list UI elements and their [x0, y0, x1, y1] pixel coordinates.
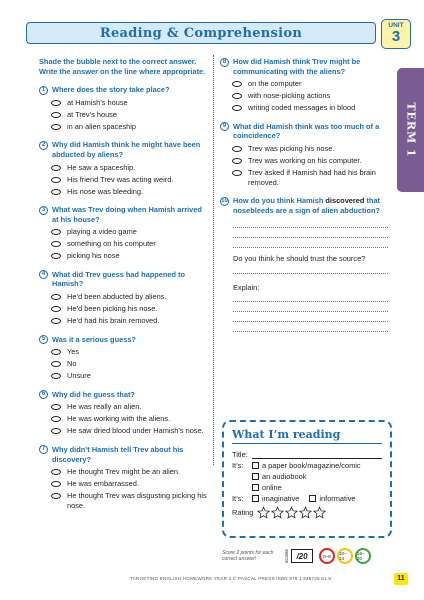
- answer-bubble[interactable]: [51, 349, 61, 355]
- question-text: Why did Hamish think he might have been abducted by aliens?: [52, 140, 201, 159]
- score-label: SCORE: [284, 548, 289, 564]
- answer-line[interactable]: [233, 218, 388, 228]
- answer-option[interactable]: [51, 110, 207, 120]
- answer-bubble[interactable]: [51, 112, 61, 118]
- answer-line[interactable]: [233, 238, 388, 248]
- page-title: Reading & Comprehension: [99, 25, 303, 41]
- paper-book-checkbox[interactable]: [252, 462, 259, 469]
- option-label: No: [67, 359, 77, 369]
- question-number: 8: [220, 58, 229, 67]
- question-number: 9: [220, 122, 229, 131]
- answer-option[interactable]: [51, 187, 207, 197]
- answer-bubble[interactable]: [51, 253, 61, 259]
- rating-star-icon[interactable]: [313, 506, 326, 519]
- answer-option[interactable]: [51, 98, 207, 108]
- imaginative-checkbox[interactable]: [252, 495, 259, 502]
- answer-option[interactable]: [51, 414, 207, 424]
- answer-option[interactable]: [51, 347, 207, 357]
- question-7: [39, 445, 207, 510]
- answer-line[interactable]: [233, 228, 388, 238]
- right-question-list: [220, 57, 388, 187]
- page-title-bar: [26, 22, 376, 44]
- answer-bubble[interactable]: [51, 294, 61, 300]
- option-label: He’d had his brain removed.: [67, 316, 160, 325]
- answer-line[interactable]: [233, 322, 388, 332]
- reading-log-box: [222, 420, 392, 538]
- question-text: Why did he guess that?: [52, 389, 135, 399]
- answer-bubble[interactable]: [232, 146, 242, 152]
- question-text: What did Hamish think was too much of a coincidence?: [233, 121, 380, 141]
- its-label: It’s:: [232, 461, 244, 470]
- question-6: [39, 390, 207, 436]
- answer-bubble[interactable]: [51, 318, 61, 324]
- answer-option[interactable]: [232, 91, 388, 101]
- answer-bubble[interactable]: [232, 170, 242, 176]
- answer-option[interactable]: [51, 426, 207, 436]
- question-2: [39, 140, 207, 196]
- answer-option[interactable]: [51, 304, 207, 314]
- answer-option[interactable]: [51, 227, 207, 237]
- option-label: at Trev’s house: [67, 109, 117, 119]
- title-field[interactable]: [252, 451, 382, 459]
- informative-label: informative: [319, 494, 356, 503]
- score-range-mid: 10–14: [337, 548, 353, 564]
- option-label: Yes: [67, 347, 80, 357]
- term-tab: [397, 68, 424, 192]
- score-note: Score 2 points for each correct answer!: [222, 550, 274, 562]
- answer-option[interactable]: [51, 239, 207, 249]
- question-number: 4: [39, 270, 48, 279]
- answer-bubble[interactable]: [51, 493, 61, 499]
- option-label: He saw a spaceship.: [67, 162, 136, 172]
- question-number: 10: [221, 197, 228, 204]
- answer-bubble[interactable]: [51, 481, 61, 487]
- answer-option[interactable]: [232, 103, 388, 113]
- rating-label: Rating: [232, 508, 254, 517]
- answer-option[interactable]: [51, 292, 207, 302]
- answer-bubble[interactable]: [51, 229, 61, 235]
- answer-line[interactable]: [233, 264, 388, 274]
- question-number: 5: [39, 335, 48, 344]
- answer-bubble[interactable]: [51, 373, 61, 379]
- rating-star-icon[interactable]: [299, 506, 312, 519]
- column-divider: [213, 55, 214, 465]
- answer-option[interactable]: [51, 122, 207, 132]
- answer-option[interactable]: [51, 251, 207, 261]
- answer-bubble[interactable]: [51, 361, 61, 367]
- question-number: 1: [39, 86, 48, 95]
- question-text: What did Trev guess had happened to Hamish?: [52, 269, 186, 289]
- score-range-high: 16–20: [355, 548, 371, 564]
- option-label: at Hamish’s house: [67, 97, 128, 107]
- question-text: Was it a serious guess?: [52, 334, 136, 344]
- answer-option[interactable]: [51, 402, 207, 412]
- answer-bubble[interactable]: [232, 158, 242, 164]
- answer-option[interactable]: [232, 144, 388, 154]
- answer-option[interactable]: [51, 479, 207, 489]
- instructions: Shade the bubble next to the correct answer. Write the answer on the line where appropriate.: [39, 57, 206, 76]
- q10-explain-prompt: Explain:: [233, 282, 260, 292]
- answer-bubble[interactable]: [232, 93, 242, 99]
- question-number: 6: [39, 390, 48, 399]
- answer-bubble[interactable]: [51, 416, 61, 422]
- answer-option[interactable]: [232, 156, 388, 166]
- answer-line[interactable]: [233, 302, 388, 312]
- page-number: 11: [394, 573, 408, 585]
- answer-bubble[interactable]: [51, 124, 61, 130]
- option-label: His nose was bleeding.: [67, 186, 144, 196]
- question-text: Where does the story take place?: [52, 85, 170, 95]
- answer-option[interactable]: [51, 359, 207, 369]
- option-label: Trev was picking his nose.: [248, 143, 335, 153]
- option-label: Trev asked if Hamish had had his brain removed.: [248, 167, 376, 187]
- unit-badge: [381, 19, 411, 49]
- its-label-2: It’s:: [232, 494, 244, 503]
- option-label: writing coded messages in blood: [248, 103, 356, 113]
- option-label: Trev was working on his computer.: [248, 155, 362, 165]
- online-checkbox[interactable]: [252, 484, 259, 491]
- audiobook-label: an audiobook: [262, 472, 307, 481]
- question-number: 3: [39, 206, 48, 215]
- option-label: His friend Trev was acting weird.: [67, 174, 174, 184]
- answer-bubble[interactable]: [51, 100, 61, 106]
- title-label: Title:: [232, 450, 248, 459]
- option-label: something on his computer: [67, 239, 156, 249]
- question-5: [39, 335, 207, 381]
- answer-bubble[interactable]: [51, 469, 61, 475]
- q10-trust-prompt: Do you think he should trust the source?: [233, 254, 366, 264]
- answer-bubble[interactable]: [51, 404, 61, 410]
- option-label: picking his nose: [67, 251, 120, 261]
- option-label: with nose-picking actions: [248, 91, 331, 101]
- option-label: in an alien spaceship: [67, 121, 137, 131]
- term-label: TERM 1: [404, 102, 417, 158]
- informative-checkbox[interactable]: [309, 495, 316, 502]
- answer-option[interactable]: [232, 168, 388, 187]
- question-text: Why didn’t Hamish tell Trev about his discovery?: [52, 444, 184, 464]
- rating-star-icon[interactable]: [257, 506, 270, 519]
- reading-log-title: What I’m reading: [232, 428, 382, 444]
- option-label: on the computer: [248, 79, 302, 89]
- answer-bubble[interactable]: [51, 189, 61, 195]
- left-question-list: [39, 85, 207, 510]
- answer-bubble[interactable]: [51, 306, 61, 312]
- left-column: [39, 57, 207, 519]
- audiobook-checkbox[interactable]: [252, 473, 259, 480]
- question-text: What was Trev doing when Hamish arrived at his house?: [52, 205, 202, 224]
- score-range-low: 0–8: [319, 548, 335, 564]
- imaginative-label: imaginative: [262, 494, 300, 503]
- online-label: online: [262, 483, 282, 492]
- answer-bubble[interactable]: [51, 165, 61, 171]
- answer-option[interactable]: [232, 79, 388, 89]
- question-number: 2: [39, 141, 48, 150]
- option-label: Unsure: [67, 371, 91, 381]
- question-4: [39, 270, 207, 326]
- footer-credit: TARGETING ENGLISH HOMEWORK YEAR 4 © PASCAL PRESS ISBN 978 1 925726 61 9: [130, 576, 331, 581]
- answer-bubble[interactable]: [51, 428, 61, 434]
- answer-bubble[interactable]: [232, 81, 242, 87]
- rating-stars: [257, 506, 327, 519]
- answer-bubble[interactable]: [51, 177, 61, 183]
- right-column: [220, 57, 388, 341]
- answer-option[interactable]: [51, 371, 207, 381]
- question-number: 7: [39, 445, 48, 454]
- answer-option[interactable]: [51, 175, 207, 185]
- rating-star-icon[interactable]: [271, 506, 284, 519]
- question-text: How do you think Hamish discovered that nosebleeds are a sign of alien abduction?: [233, 196, 381, 215]
- option-label: He saw dried blood under Hamish’s nose.: [67, 426, 204, 436]
- option-label: He thought Trev was disgusting picking his nose.: [67, 491, 207, 510]
- question-text: How did Hamish think Trev might be communicating with the aliens?: [233, 57, 361, 76]
- question-10: [220, 196, 388, 332]
- answer-option[interactable]: [51, 163, 207, 173]
- option-label: He was working with the aliens.: [67, 414, 171, 424]
- question-8: [220, 57, 388, 113]
- answer-line[interactable]: [233, 292, 388, 302]
- answer-option[interactable]: [51, 467, 207, 477]
- question-9: [220, 122, 388, 187]
- option-label: He thought Trev might be an alien.: [67, 467, 180, 477]
- option-label: He’d been abducted by aliens.: [67, 292, 167, 302]
- rating-star-icon[interactable]: [285, 506, 298, 519]
- option-label: playing a video game: [67, 227, 137, 237]
- question-3: [39, 205, 207, 261]
- paper-book-label: a paper book/magazine/comic: [262, 461, 361, 470]
- score-panel: [222, 545, 388, 567]
- unit-number: 3: [391, 28, 401, 45]
- option-label: He was really an alien.: [67, 402, 142, 412]
- option-label: He was embarrassed.: [67, 479, 139, 489]
- answer-line[interactable]: [233, 312, 388, 322]
- answer-bubble[interactable]: [51, 241, 61, 247]
- score-total[interactable]: /20: [291, 549, 313, 563]
- answer-bubble[interactable]: [232, 105, 242, 111]
- question-1: [39, 85, 207, 131]
- unit-label: UNIT: [388, 22, 404, 29]
- option-label: He’d been picking his nose.: [67, 304, 158, 314]
- answer-option[interactable]: [51, 316, 207, 326]
- answer-option[interactable]: [51, 491, 207, 510]
